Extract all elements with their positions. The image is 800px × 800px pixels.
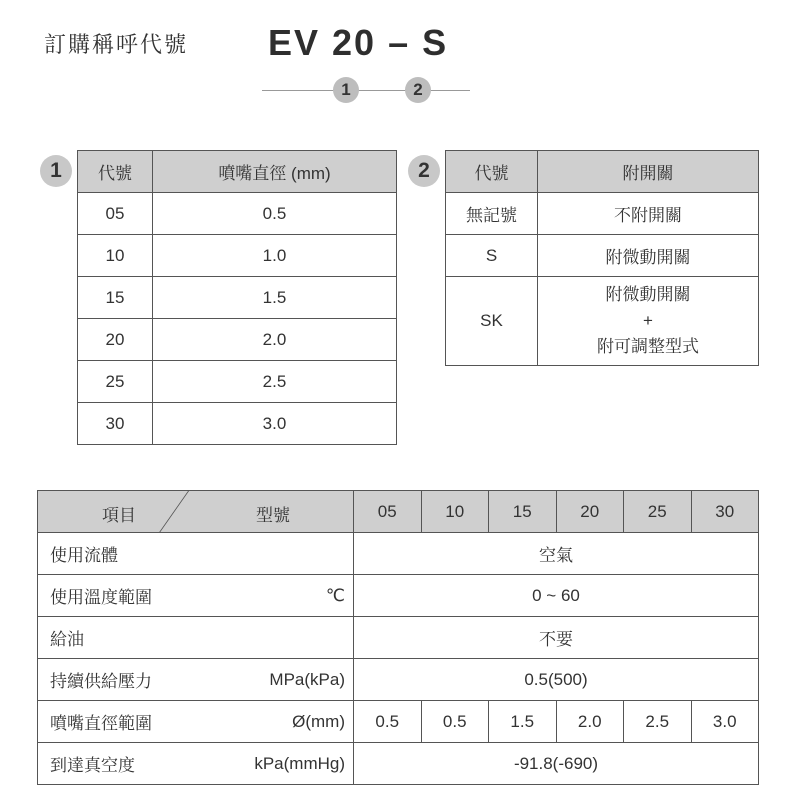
table-row xyxy=(38,575,759,617)
spec-value: 0.5 xyxy=(354,701,422,743)
table-header-row xyxy=(78,151,397,193)
table-row xyxy=(446,235,759,277)
spec-unit: ℃ xyxy=(228,575,354,617)
code-cell: SK xyxy=(446,277,538,366)
column-header-nozzle-diameter: 噴嘴直徑 (mm) xyxy=(153,151,397,193)
table-row xyxy=(78,235,397,277)
code-marker-1: 1 xyxy=(333,77,359,103)
table-row xyxy=(38,743,759,785)
code-cell: S xyxy=(446,235,538,277)
code-cell: 15 xyxy=(78,277,153,319)
spec-value: 2.0 xyxy=(556,701,624,743)
switch-option-table xyxy=(445,150,759,366)
nozzle-diameter-table xyxy=(77,150,397,445)
value-cell: 0.5 xyxy=(153,193,397,235)
code-cell: 無記號 xyxy=(446,193,538,235)
value-cell: 1.5 xyxy=(153,277,397,319)
table-header-row xyxy=(446,151,759,193)
model-code: EV 20 – S xyxy=(268,22,449,63)
value-cell: 2.5 xyxy=(153,361,397,403)
table-row xyxy=(446,193,759,235)
specification-table xyxy=(37,490,759,785)
value-cell: 1.0 xyxy=(153,235,397,277)
spec-label: 到達真空度 xyxy=(38,743,228,785)
code-cell: 05 xyxy=(78,193,153,235)
column-header-code: 代號 xyxy=(446,151,538,193)
model-header: 30 xyxy=(691,491,759,533)
spec-unit: Ø(mm) xyxy=(228,701,354,743)
order-code-label: 訂購稱呼代號 xyxy=(44,32,189,57)
spec-label: 使用流體 xyxy=(38,533,228,575)
code-cell: 20 xyxy=(78,319,153,361)
spec-value: 空氣 xyxy=(354,533,759,575)
table-row xyxy=(38,617,759,659)
table-row xyxy=(38,701,759,743)
spec-value: 0.5(500) xyxy=(354,659,759,701)
spec-value: 不要 xyxy=(354,617,759,659)
column-header-model: 型號 xyxy=(256,506,290,525)
value-cell: 2.0 xyxy=(153,319,397,361)
code-cell: 30 xyxy=(78,403,153,445)
spec-label: 給油 xyxy=(38,617,228,659)
code-cell: 25 xyxy=(78,361,153,403)
value-line: 附可調整型式 xyxy=(597,337,699,356)
table2-marker: 2 xyxy=(408,155,440,187)
header-diagonal xyxy=(159,491,189,533)
spec-label: 持續供給壓力 xyxy=(38,659,228,701)
table-row xyxy=(38,533,759,575)
spec-value: 0.5 xyxy=(421,701,489,743)
spec-value: -91.8(-690) xyxy=(354,743,759,785)
value-cell: 3.0 xyxy=(153,403,397,445)
model-header: 15 xyxy=(489,491,557,533)
model-header: 25 xyxy=(624,491,692,533)
column-header-item: 項目 xyxy=(102,506,136,525)
table-row xyxy=(78,193,397,235)
value-cell: 附微動開關 xyxy=(538,235,759,277)
table-row xyxy=(38,659,759,701)
spec-unit: kPa(mmHg) xyxy=(228,743,354,785)
spec-unit xyxy=(228,533,354,575)
table-row xyxy=(78,361,397,403)
table-row xyxy=(446,277,759,366)
code-cell: 10 xyxy=(78,235,153,277)
spec-value: 0 ~ 60 xyxy=(354,575,759,617)
spec-unit: MPa(kPa) xyxy=(228,659,354,701)
model-header: 10 xyxy=(421,491,489,533)
column-header-switch: 附開關 xyxy=(538,151,759,193)
spec-unit xyxy=(228,617,354,659)
table1-marker: 1 xyxy=(40,155,72,187)
spec-label: 噴嘴直徑範圍 xyxy=(38,701,228,743)
value-line: + xyxy=(643,311,653,330)
value-line: 附微動開關 xyxy=(605,285,691,304)
spec-value: 1.5 xyxy=(489,701,557,743)
value-cell: 不附開關 xyxy=(538,193,759,235)
code-divider-line xyxy=(262,90,470,91)
table-header-row xyxy=(38,491,759,533)
code-marker-2: 2 xyxy=(405,77,431,103)
spec-value: 2.5 xyxy=(624,701,692,743)
table-row xyxy=(78,403,397,445)
model-header: 05 xyxy=(354,491,422,533)
spec-label: 使用溫度範圍 xyxy=(38,575,228,617)
value-cell xyxy=(538,277,759,366)
model-header: 20 xyxy=(556,491,624,533)
spec-value: 3.0 xyxy=(691,701,759,743)
table-row xyxy=(78,319,397,361)
item-model-header xyxy=(38,491,354,533)
table-row xyxy=(78,277,397,319)
column-header-code: 代號 xyxy=(78,151,153,193)
